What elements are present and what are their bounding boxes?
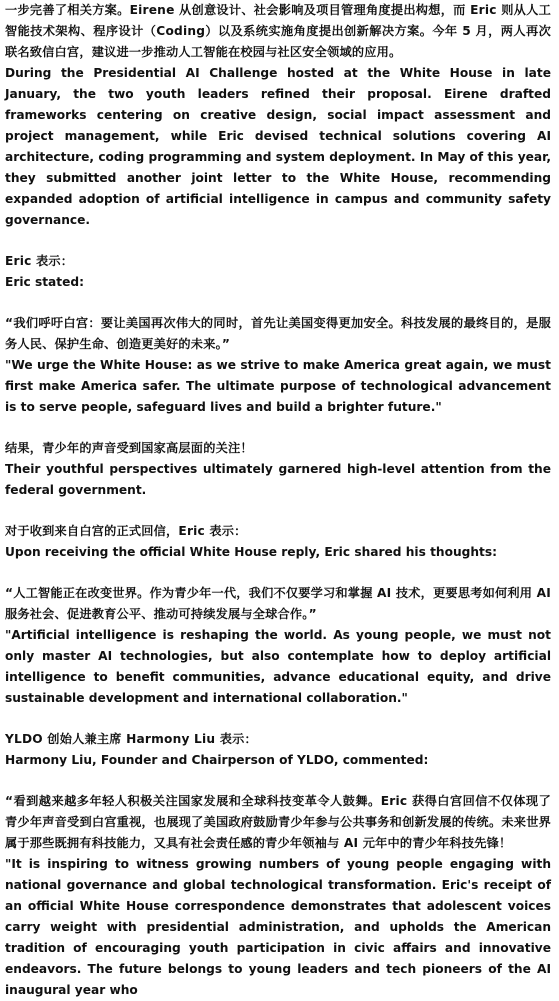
- paragraph-english-text: "It is inspiring to witness growing numbers of young people engaging with national governance and global technological transformation. Eric's receipt of an official White House correspondence demonstrates that adolescent voices carry weight with presidential administration, and upholds the American tradition of encouraging youth participation in civic affairs and innovative endeavors. The future belongs to young leaders and tech pioneers of the AI inaugural year who: [5, 857, 551, 997]
- paragraph-english-text: Their youthful perspectives ultimately garnered high-level attention from the federal government.: [5, 462, 551, 497]
- paragraph-federal-attention: [5, 438, 551, 501]
- paragraph-ai-challenge: [5, 0, 551, 231]
- paragraph-chinese-text: “我们呼吁白宫：要让美国再次伟大的同时，首先让美国变得更加安全。科技发展的最终目的，是服务人民、保护生命、创造更美好的未来。”: [5, 316, 551, 351]
- paragraph-harmony-liu: [5, 729, 551, 771]
- paragraph-eric-quote: [5, 313, 551, 418]
- paragraph-english-text: "We urge the White House: as we strive to make America great again, we must first make America safer. The ultimate purpose of technological advancement is to serve people, safeguard lives and build a brighter future.": [5, 358, 551, 414]
- paragraph-english-text: During the Presidential AI Challenge hosted at the White House in late January, the two youth leaders refined their proposal. Eirene drafted frameworks centering on creative design, social impact assessment and project management, while Eric devised technical solutions covering AI architecture, coding programming and system deployment. In May of this year, they submitted another joint letter to the White House, recommending expanded adoption of artificial intelligence in campus and community safety governance.: [5, 66, 551, 227]
- paragraph-chinese-text: YLDO 创始人兼主席 Harmony Liu 表示：: [5, 732, 257, 746]
- paragraph-chinese-text: “看到越来越多年轻人积极关注国家发展和全球科技变革令人鼓舞。Eric 获得白宫回信不仅体现了青少年声音受到白宫重视，也展现了美国政府鼓励青少年参与公共事务和创新发展的传统。未来世界属于那些既拥有科技能力，又具有社会责任感的青少年领袖与 AI 元年中的青少年科技先锋！: [5, 794, 551, 850]
- paragraph-harmony-quote: [5, 791, 551, 1001]
- paragraph-chinese-text: “人工智能正在改变世界。作为青少年一代，我们不仅要学习和掌握 AI 技术，更要思考如何利用 AI 服务社会、促进教育公平、推动可持续发展与全球合作。”: [5, 586, 551, 621]
- paragraph-white-house-reply: [5, 521, 551, 563]
- paragraph-eric-stated: [5, 251, 551, 293]
- paragraph-chinese-text: 一步完善了相关方案。Eirene 从创意设计、社会影响及项目管理角度提出构想，而 Eric 则从人工智能技术架构、程序设计（Coding）以及系统实施角度提出创新解决方案。今年 5 月，两人再次联名致信白宫，建议进一步推动人工智能在校园与社区安全领域的应用。: [5, 3, 551, 59]
- paragraph-chinese-text: 结果，青少年的声音受到国家高层面的关注！: [5, 441, 253, 455]
- paragraph-english-text: "Artificial intelligence is reshaping the world. As young people, we must not only master AI technologies, but also contemplate how to deploy artificial intelligence to benefit communities, advance educational equity, and drive sustainable development and international collaboration.": [5, 628, 551, 705]
- paragraph-english-text: Eric stated:: [5, 275, 84, 289]
- paragraph-english-text: Harmony Liu, Founder and Chairperson of YLDO, commented:: [5, 753, 429, 767]
- paragraph-chinese-text: 对于收到来自白宫的正式回信，Eric 表示：: [5, 524, 247, 538]
- paragraph-english-text: Upon receiving the official White House reply, Eric shared his thoughts:: [5, 545, 497, 559]
- paragraph-chinese-text: Eric 表示：: [5, 254, 74, 268]
- paragraph-ai-reshaping-quote: [5, 583, 551, 709]
